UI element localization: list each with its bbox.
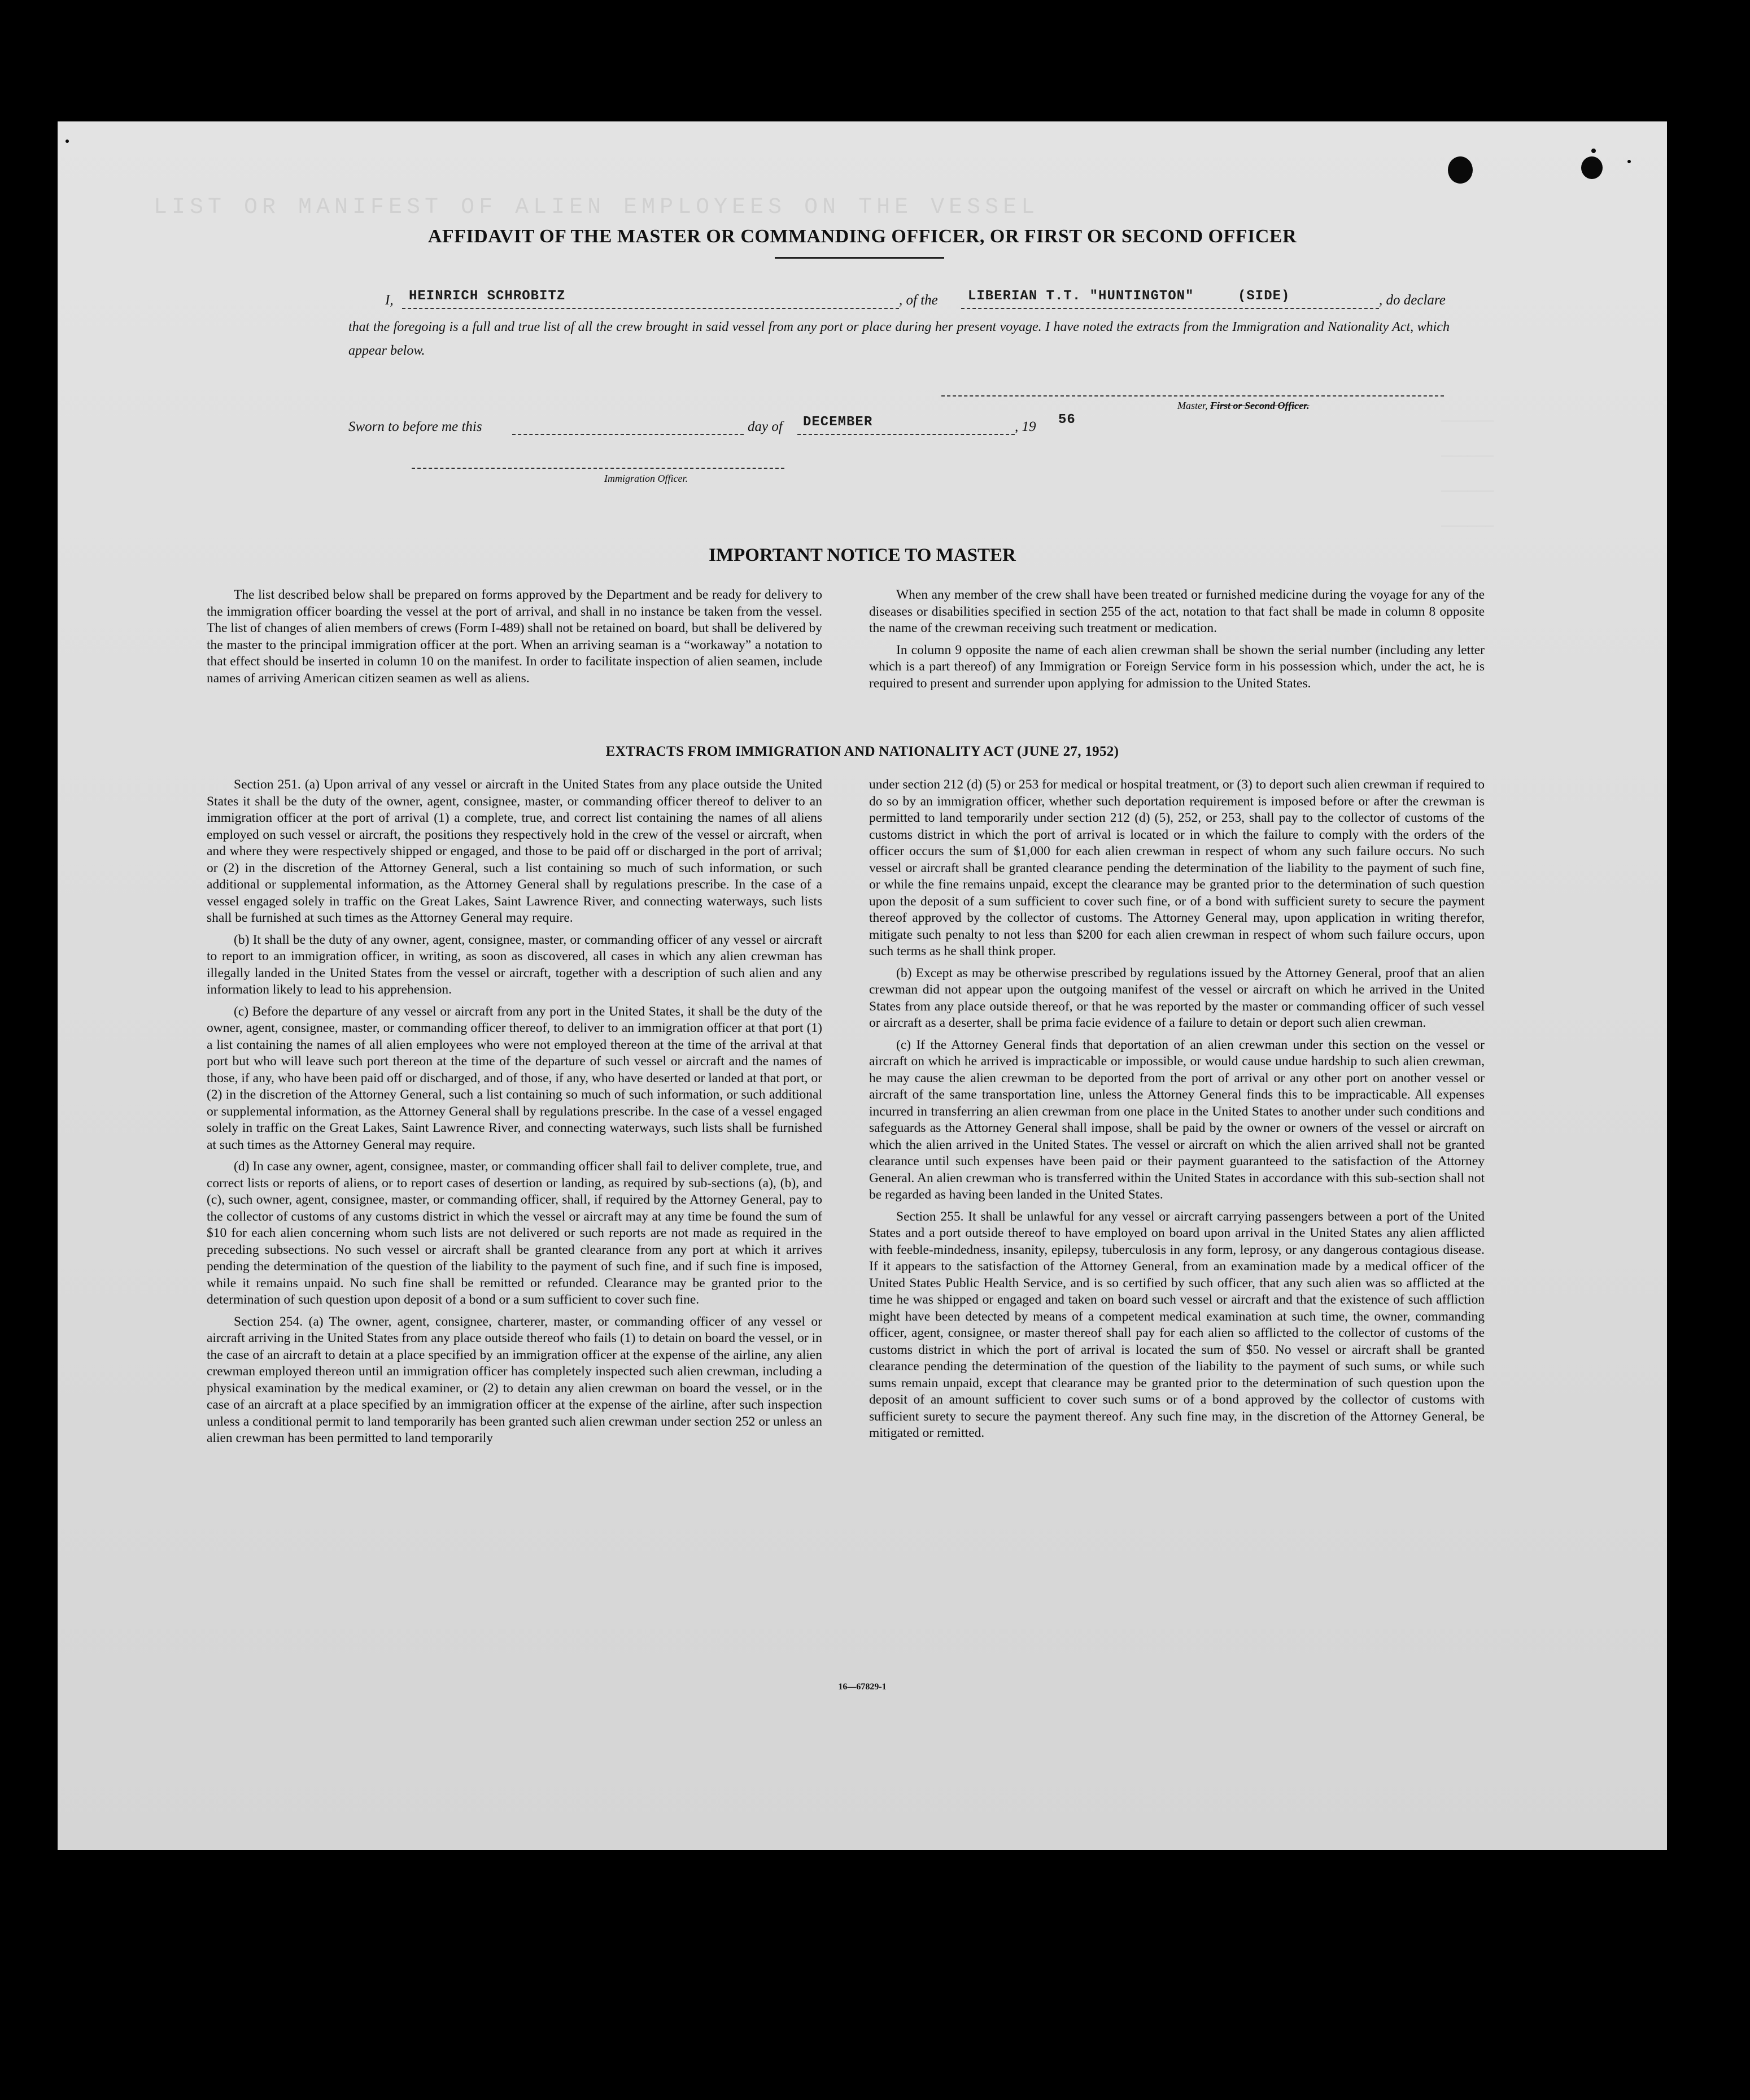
immigration-officer-line: [412, 468, 784, 469]
vessel-line: [961, 308, 1379, 309]
year-value: 56: [1058, 412, 1076, 428]
punch-hole-mark: [1448, 156, 1473, 184]
year-prefix: , 19: [1015, 419, 1036, 434]
section-251-b: (b) It shall be the duty of any owner, agent, consignee, master, or commanding officer of any vessel or aircraft to report to an immigration officer, in writing, as soon as discovered, all cases in which any alien crewman has illegally landed in the United States from the vessel or aircraft, together with a description of such alien and any information likely to lead to his apprehension.: [207, 932, 822, 997]
notice-paragraph: In column 9 opposite the name of each alien crewman shall be shown the serial number (including any letter which is a part thereof) of any Immigration or Foreign Service form in his possession which, under the act, he is required to present and surrender upon applying for admission to the United States.: [869, 642, 1485, 691]
section-254-b: (b) Except as may be otherwise prescribed by regulations issued by the Attorney General, proof that an alien crewman did not appear upon the outgoing manifest of the vessel or aircraft on which he arrived in the United States from any place outside thereof, or that he was reported by the master or commanding officer of such vessel or aircraft as a deserter, shall be prima facie evidence of a failure to detain or deport such alien crewman.: [869, 965, 1485, 1030]
section-251-c: (c) Before the departure of any vessel or aircraft from any port in the United States, it shall be the duty of the owner, agent, consignee, master, or commanding officer thereof, to deliver to an immigration officer at that port (1) a list containing the names of all alien employees who were not employed thereon at the time of the arrival at that port but who will leave such port thereon at the time of the departure of such vessel or aircraft and the names of those, if any, who have been paid off or discharged, and of those, if any, who have deserted or landed at that port, or (2) in the discretion of the Attorney General, such a list containing so much of such information, or such additional or supplemental information, as the Attorney General shall by regulations prescribe. In the case of a vessel engaged solely in traffic on the Great Lakes, Saint Lawrence River, and connecting waterways, such lists shall be furnished at such times as the Attorney General may require.: [207, 1004, 822, 1152]
extracts-title: EXTRACTS FROM IMMIGRATION AND NATIONALITY ACT (JUNE 27, 1952): [605, 744, 1119, 759]
vessel-name-value: LIBERIAN T.T. "HUNTINGTON": [968, 289, 1194, 304]
extracts-left-column: [207, 777, 822, 1452]
month-line: [797, 434, 1015, 435]
notice-paragraph: When any member of the crew shall have been treated or furnished medicine during the voyage for any of the diseases or disabilities specified in section 255 of the act, notation to that fact shall be made in column 8 opposite the name of the crewman receiving such treatment or medication.: [869, 587, 1485, 635]
section-254-a: Section 254. (a) The owner, agent, consignee, charterer, master, or commanding officer of any vessel or aircraft arriving in the United States from any place outside thereof who fails (1) to detain on board the vessel, or in the case of an aircraft to detain at a place specified by an immigration officer at the expense of the airline, any alien crewman employed thereon until an immigration officer has completely inspected such alien crewman, including a physical examination by the medical examiner, or (2) to detain any alien crewman on board the vessel, or in the case of an aircraft at a place specified by an immigration officer at the expense of the airline, after such inspection unless a conditional permit to land temporarily has been granted such alien crewman under section 252 or unless an alien crewman has been permitted to land temporarily: [207, 1314, 822, 1445]
dust-speck: [66, 140, 69, 143]
declaration-text: that the foregoing is a full and true list of all the crew brought in said vessel from any port or place during her present voyage. I have noted the extracts from the Immigration and Nationality Act, which appear below.: [348, 320, 1450, 358]
bleed-through-text: LIST OR MANIFEST OF ALIEN EMPLOYEES ON THE VESSEL: [154, 195, 1040, 220]
vessel-flag-note: (SIDE): [1238, 289, 1290, 304]
master-caption: [1177, 400, 1310, 412]
section-255: Section 255. It shall be unlawful for any vessel or aircraft carrying passengers between a port of the United States and a port outside thereof to have employed on board upon arrival in the United States any alien afflicted with feeble-mindedness, insanity, epilepsy, tuberculosis in any form, leprosy, or any dangerous contagious disease. If it appears to the satisfaction of the Attorney General, from an examination made by a medical officer of the United States Public Health Service, and is so certified by such officer, that any such alien was so afflicted at the time he was shipped or engaged and taken on board such vessel or aircraft and that the existence of such affliction might have been detected by means of a competent medical examination at such time, the owner, commanding officer, agent, consignee, or master thereof shall pay for each alien so afflicted to the collector of customs of the customs district in which the port of arrival is located the sum of $50. No vessel or aircraft shall be granted clearance pending the determination of the question of the liability to the payment of such sums, or while such sums remain unpaid, except that clearance may be granted prior to the determination of such question upon the deposit of an amount sufficient to cover such sums or of a bond approved by the collector of customs with sufficient surety to secure the payment thereof. Any such fine may, in the discretion of the Attorney General, be mitigated or remitted.: [869, 1209, 1485, 1440]
title-rule: [775, 257, 944, 259]
master-name-line: [402, 308, 899, 309]
notice-title: IMPORTANT NOTICE TO MASTER: [709, 545, 1016, 565]
punch-hole-mark: [1581, 156, 1603, 179]
month-value: DECEMBER: [803, 415, 873, 430]
form-number: 16—67829-1: [838, 1682, 887, 1692]
struck-officer-caption: First or Second Officer.: [1210, 400, 1310, 411]
section-251-d: (d) In case any owner, agent, consignee, master, or commanding officer shall fail to deliver complete, true, and correct lists or reports of aliens, or to report cases of desertion or landing, as required by sub-sections (a), (b), and (c), such owner, agent, consignee, master, or commanding officer, shall, if required by the Attorney General, pay to the collector of customs of any customs district in which the vessel or aircraft may at any time be found the sum of $10 for each alien concerning whom such lists are not delivered or such reports are not made as required in the preceding subsections. No such vessel or aircraft shall be granted clearance from any port at which it arrives pending the determination of the question of the liability to the payment of such fine, and if such fine is imposed, while it remains unpaid. No such fine shall be remitted or refunded. Clearance may be granted prior to the determination of such question upon deposit of a bond or a sum sufficient to cover such fine.: [207, 1159, 822, 1307]
bleed-through-text: ______ ______ ______ ______: [1441, 407, 1494, 529]
section-254-c: (c) If the Attorney General finds that deportation of an alien crewman under this section on the vessel or aircraft on which he arrived is impracticable or impossible, or would cause undue hardship to such alien crewman, he may cause the alien crewman to be deported from the port of arrival or any other port on another vessel or aircraft of the same transportation line, unless the Attorney General finds this to be impracticable. All expenses incurred in transferring an alien crewman from one place in the United States to another under such conditions and safeguards as the Attorney General shall impose, shall be paid by the owner or owners of the vessel or aircraft on which the alien arrived in the United States. The vessel or aircraft on which the alien arrived shall not be granted clearance until such expenses have been paid or their payment guaranteed to the satisfaction of the Attorney General. An alien crewman who is transferred within the United States in accordance with this sub-section shall not be regarded as having been landed in the United States.: [869, 1037, 1485, 1202]
extracts-right-column: [869, 777, 1485, 1447]
immigration-officer-caption: Immigration Officer.: [604, 473, 688, 484]
of-the-label: , of the: [899, 293, 938, 308]
master-signature-line: [941, 395, 1444, 397]
day-of-label: day of: [748, 419, 783, 434]
notice-paragraph: The list described below shall be prepared on forms approved by the Department and be ready for delivery to the immigration officer boarding the vessel at the port of arrival, and shall in no instance be taken from the vessel. The list of changes of alien members of crews (Form I-489) shall not be retained on board, but shall be delivered by the master to the principal immigration officer at the port. When an arriving seaman is a “workaway” a notation to that effect should be inserted in column 10 on the manifest. In order to facilitate inspection of alien seamen, include names of arriving American citizen seamen as well as aliens.: [207, 587, 822, 686]
sworn-label: Sworn to before me this: [348, 419, 482, 434]
dust-speck: [1627, 160, 1631, 163]
pronoun-label: I,: [385, 293, 394, 308]
document-page: [58, 121, 1667, 1850]
section-254-a-continued: under section 212 (d) (5) or 253 for medical or hospital treatment, or (3) to deport such alien crewman if required to do so by an immigration officer, whether such deportation requirement is imposed before or after the crewman is permitted to land temporarily under section 212 (d) (5), 252, or 253, shall pay to the collector of customs of the customs district in which the port of arrival is located or in which the failure to comply with the orders of the officer occurs the sum of $1,000 for each alien crewman in respect of whom any such failure occurs. No such vessel or aircraft shall be granted clearance pending the determination of the liability to the payment of such fine, or while the fine remains unpaid, except the clearance may be granted prior to the determination of such question upon the deposit of a sum sufficient to cover such fine, or of a bond with sufficient surety to secure the payment thereof approved by the collector of customs. The Attorney General may, upon application in writing therefor, mitigate such penalty to not less than $200 for each alien crewman in respect of whom such failure occurs, upon such terms as he shall think proper.: [869, 777, 1485, 958]
affidavit-title: AFFIDAVIT OF THE MASTER OR COMMANDING OFFICER, OR FIRST OR SECOND OFFICER: [427, 226, 1297, 247]
notice-right-column: [869, 587, 1485, 697]
master-caption-label: Master,: [1177, 400, 1208, 411]
master-name-value: HEINRICH SCHROBITZ: [409, 289, 566, 304]
notice-left-column: [207, 587, 822, 692]
do-declare-label: , do declare: [1379, 293, 1446, 308]
dust-speck: [1591, 149, 1596, 153]
sworn-day-line: [512, 434, 744, 435]
section-251-a: Section 251. (a) Upon arrival of any vessel or aircraft in the United States from any place outside the United States it shall be the duty of the owner, agent, consignee, master, or commanding officer thereof to deliver to an immigration officer at the port of arrival (1) a complete, true, and correct list containing the names of all aliens employed on such vessel or aircraft, the positions they respectively hold in the crew of the vessel or aircraft, when and where they were respectively shipped or engaged, and those to be paid off or discharged in the port of arrival; or (2) in the discretion of the Attorney General, such a list containing so much of such information, or such additional or supplemental information, as the Attorney General shall by regulations prescribe. In the case of a vessel engaged solely in traffic on the Great Lakes, Saint Lawrence River, and connecting waterways, such lists shall be furnished at such times as the Attorney General may require.: [207, 777, 822, 925]
